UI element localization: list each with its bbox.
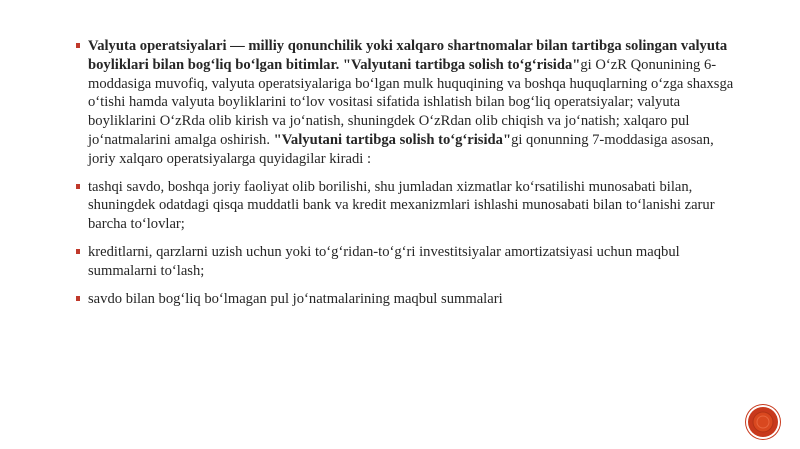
slide-nav-button[interactable] (748, 407, 778, 437)
bullet-list (76, 37, 736, 317)
bullet-item-foreign-trade (76, 178, 736, 234)
circle-nav-icon (752, 411, 774, 433)
bullet-marker-icon (76, 184, 80, 189)
bullet-bold-text: "Valyutani tartibga solish to‘g‘risida" (273, 131, 512, 148)
bullet-marker-icon (76, 43, 80, 48)
bullet-marker-icon (76, 249, 80, 254)
bullet-item-credits (76, 243, 736, 281)
bullet-plain-text: gi O‘zR Qonunining 6-moddasiga muvofiq, valyuta operatsiyalariga bo‘lgan mulk huquqining va boshqa huquqlarning o‘zga shaxsga o‘tishi hamda valyuta boyliklarini to‘lov vositasi sifatida ishlatish bilan bog‘liq operatsiyalar; valyuta boyliklarini O‘zRda olib kirish va jo‘natish, shuningdek O‘zRdan olib chiqish va jo‘natish; xalqaro pul jo‘natmalarini amalga oshirish. (88, 56, 734, 148)
bullet-plain-text: gi qonunning 7-moddasiga asosan, joriy xalqaro operatsiyalarga quyidagilar kiradi : (88, 131, 714, 167)
bullet-text: savdo bilan bog‘liq bo‘lmagan pul jo‘natmalarining maqbul summalari (88, 290, 503, 307)
bullet-marker-icon (76, 296, 80, 301)
bullet-text (88, 38, 733, 167)
bullet-text: kreditlarni, qarzlarni uzish uchun yoki to‘g‘ridan-to‘g‘ri investitsiyalar amortizatsiyasi uchun maqbul summalarni to‘lash; (88, 243, 680, 279)
bullet-item-transfers (76, 290, 736, 309)
bullet-text: tashqi savdo, boshqa joriy faoliyat olib borilishi, shu jumladan xizmatlar ko‘rsatilishi munosabati bilan, shuningdek odatdagi qisqa muddatli bank va kredit mexanizmlari ishlashi munosabati bilan to‘lanishi zarur barcha to‘lovlar; (88, 178, 715, 233)
bullet-bold-text: Valyuta operatsiyalari — milliy qonunchilik yoki xalqaro shartnomalar bilan tartibga solingan valyuta boyliklari bilan bog‘liq bo‘lgan bitimlar. "Valyutani tartibga solish to‘g‘risida" (88, 38, 728, 73)
bullet-item-definition (76, 37, 736, 169)
